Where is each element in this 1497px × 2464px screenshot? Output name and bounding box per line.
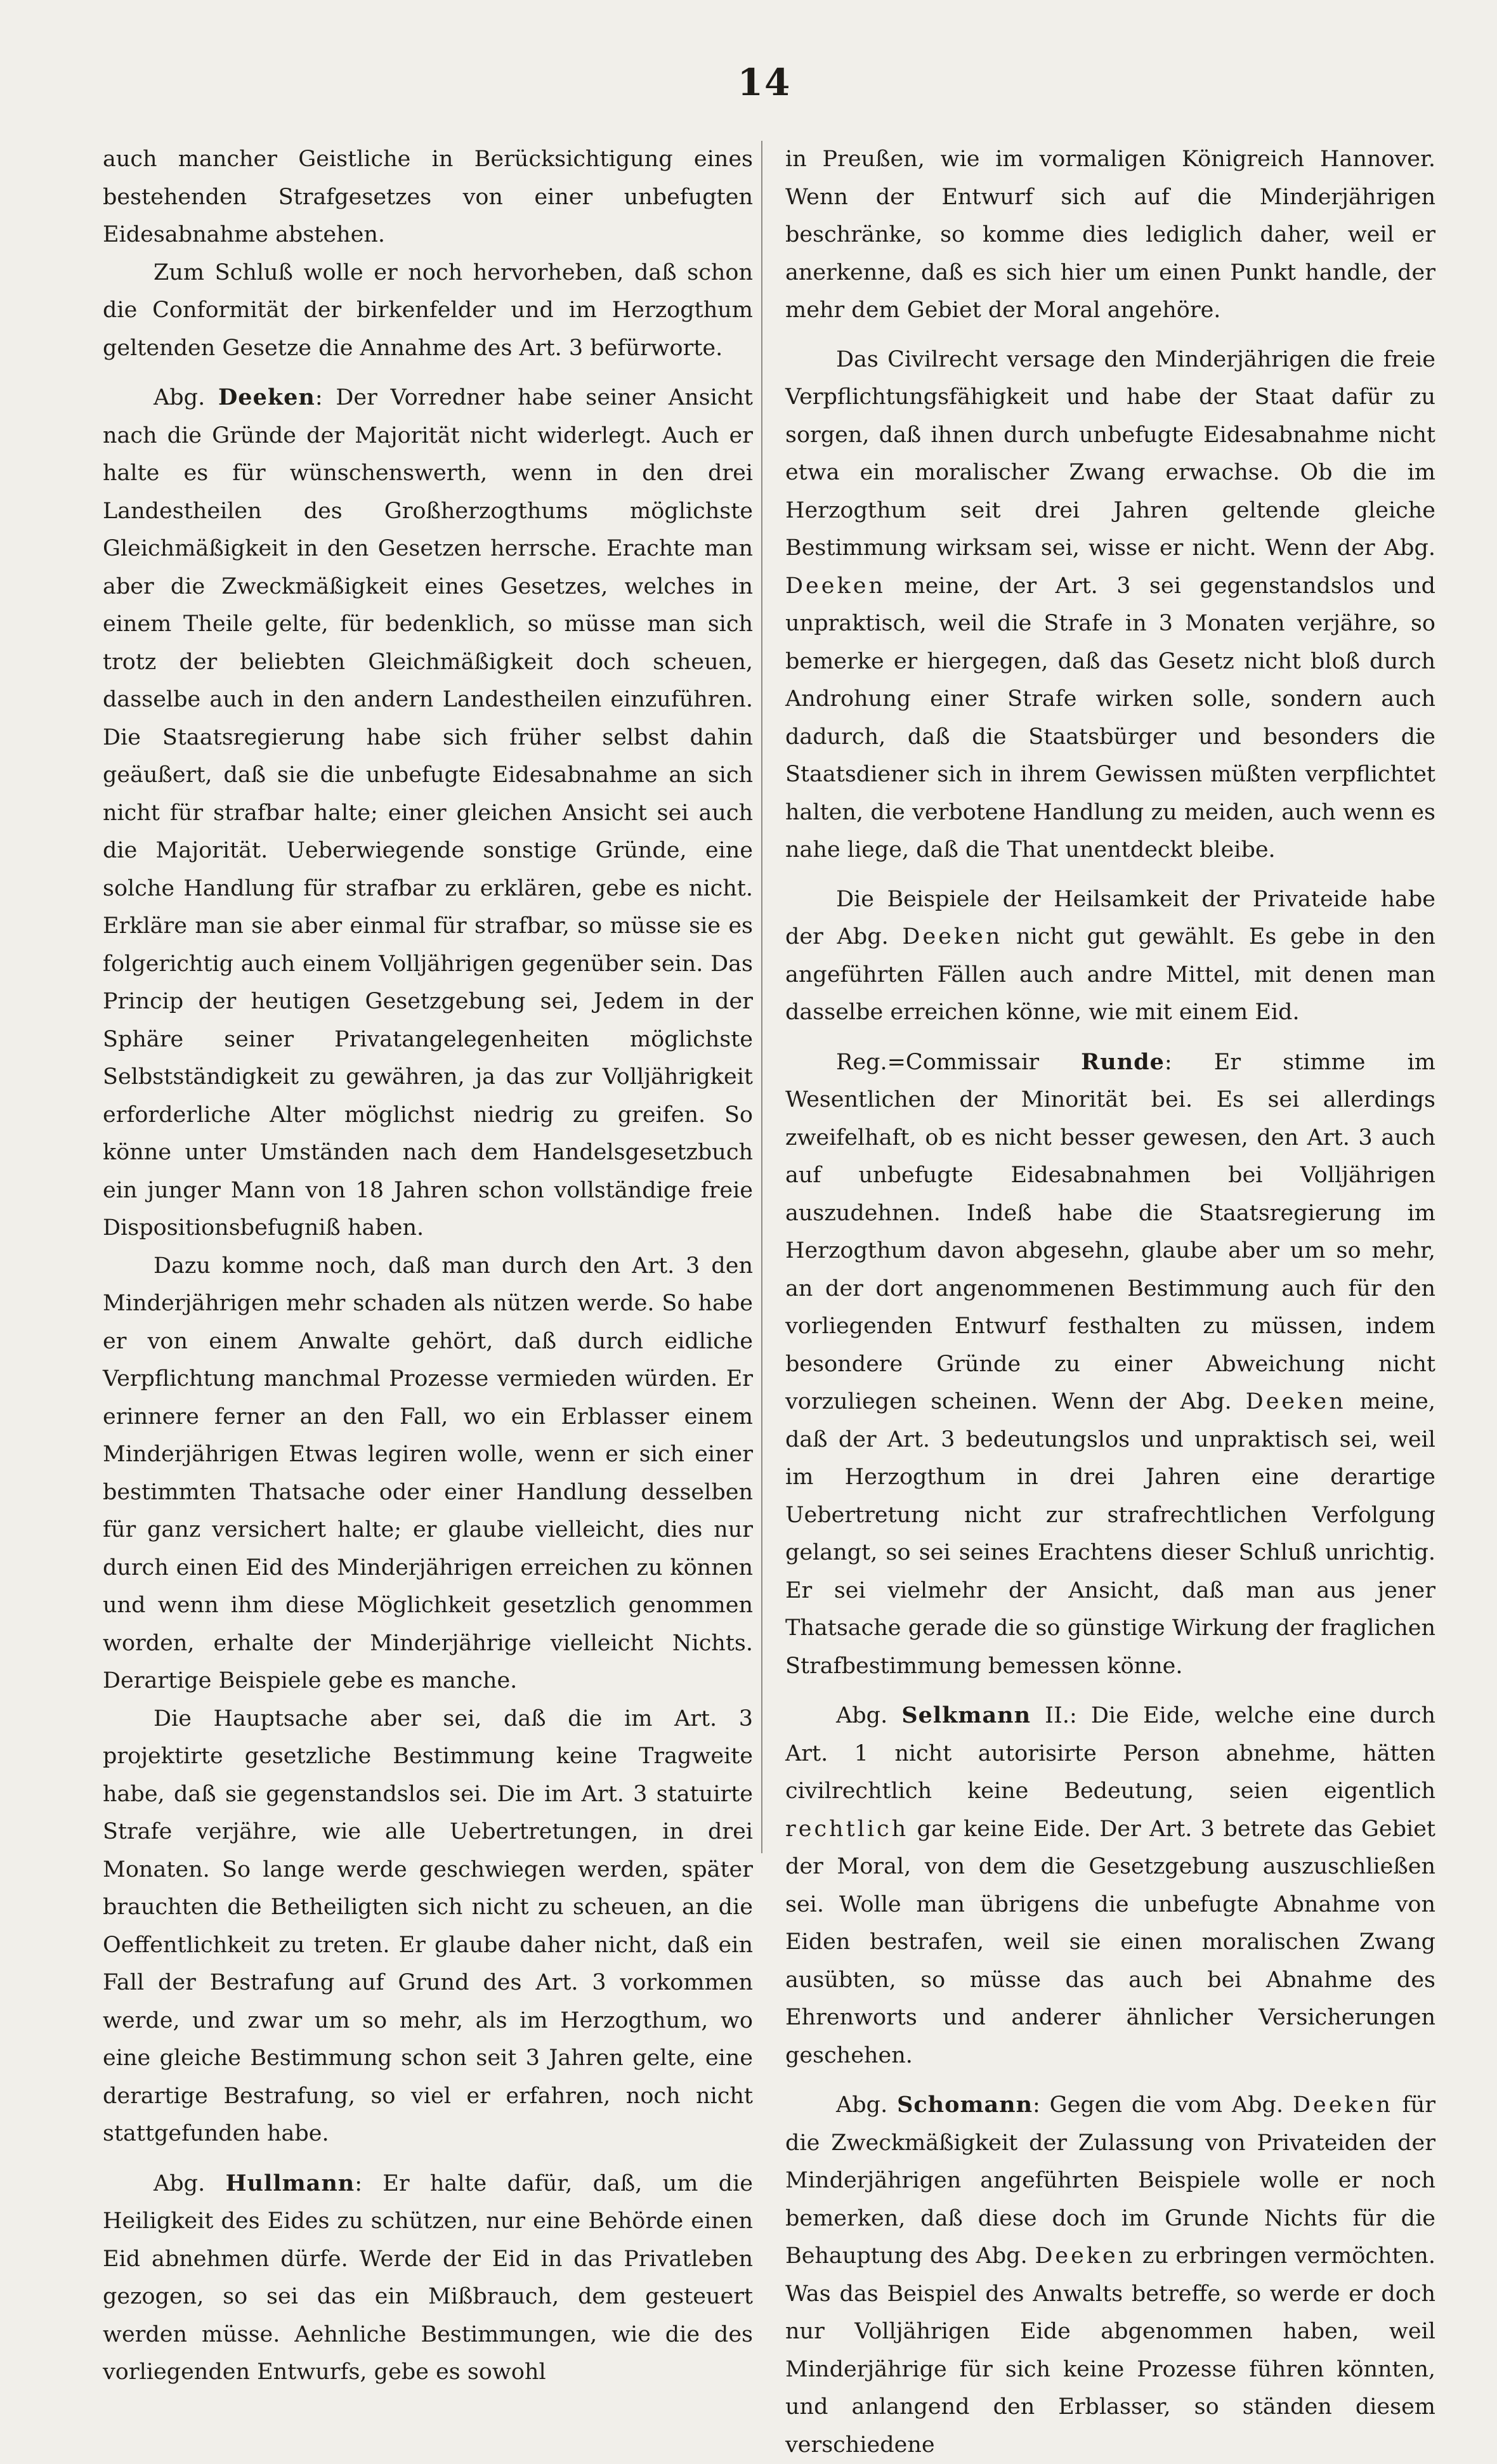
left-column	[103, 141, 753, 2392]
speaker-suffix: II.	[1045, 1703, 1069, 1728]
speech-paragraph	[103, 379, 753, 1248]
speaker-prefix: Reg.=Commissair	[836, 1049, 1040, 1075]
speaker-prefix: Abg.	[154, 385, 206, 410]
speaker-name: Schomann	[897, 2092, 1033, 2118]
right-column	[785, 141, 1435, 2464]
speech-paragraph	[785, 1697, 1435, 2075]
speaker-prefix: Abg.	[836, 1703, 888, 1728]
text-run: : Gegen die vom Abg.	[1033, 2092, 1284, 2118]
speaker-reference: Deeken	[1292, 2092, 1393, 2118]
speech-paragraph	[785, 1043, 1435, 1686]
paragraph	[785, 881, 1435, 1032]
text-run: meine, daß der Art. 3 bedeutungslos und unpraktisch sei, weil im Herzogthum in drei Jahren eine derartige Uebertretung nicht zur strafrechtlichen Verfolgung gelangt, so sei seines Erachtens dieser Schluß unrichtig. Er sei vielmehr der Ansicht, daß man aus jener Thatsache gerade die so günstige Wirkung der fraglichen Strafbestimmung bemessen könne.	[785, 1389, 1435, 1679]
text-run: nicht gut gewählt. Es gebe in den angeführten Fällen auch andre Mittel, mit denen man dasselbe erreichen könne, wie mit einem Eid.	[785, 924, 1435, 1025]
speech-paragraph	[103, 2165, 753, 2392]
paragraph	[785, 341, 1435, 870]
paragraph: Dazu komme noch, daß man durch den Art. 3 den Minderjährigen mehr schaden als nützen werde. So habe er von einem Anwalte gehört, daß durch eidliche Verpflichtung manchmal Prozesse vermieden würden. Er erinnere ferner an den Fall, wo ein Erblasser einem Minderjährigen Etwas legiren wolle, wenn er sich einer bestimmten Thatsache oder einer Handlung desselben für ganz versichert halte; er glaube vielleicht, dies nur durch einen Eid des Minderjährigen erreichen zu können und wenn ihm diese Möglichkeit gesetzlich genommen worden, erhalte der Minderjährige vielleicht Nichts. Derartige Beispiele gebe es manche.	[103, 1253, 753, 1693]
speaker-prefix: Abg.	[836, 2092, 888, 2118]
speech-text: : Er halte dafür, daß, um die Heiligkeit des Eides zu schützen, nur eine Behörde einen Eid abnehmen dürfe. Werde der Eid in das Privatleben gezogen, so sei das ein Mißbrauch, dem gesteuert werden müsse. Aehnliche Bestimmungen, wie die des vorliegenden Entwurfs, gebe es sowohl	[103, 2170, 753, 2385]
paragraph: Die Hauptsache aber sei, daß die im Art. 3 projektirte gesetzliche Bestimmung keine Tragweite habe, daß sie gegenstandslos sei. Die im Art. 3 statuirte Strafe verjähre, wie alle Uebertretungen, in drei Monaten. So lange werde geschwiegen werden, später brauchten die Betheiligten sich nicht zu scheuen, an die Oeffentlichkeit zu treten. Er glaube daher nicht, daß ein Fall der Bestrafung auf Grund des Art. 3 vorkommen werde, und zwar um so mehr, als im Herzogthum, wo eine gleiche Bestimmung schon seit 3 Jahren gelte, eine derartige Bestrafung, so viel er erfahren, noch nicht stattgefunden habe.	[103, 1705, 753, 2146]
text-run: : Die Eide, welche eine durch Art. 1 nicht autorisirte Person abnehme, hätten civilrechtlich keine Bedeutung, seien eigentlich	[785, 1703, 1435, 1804]
speaker-name: Selkmann	[901, 1702, 1031, 1728]
text-run: meine, der Art. 3 sei gegenstandslos und unpraktisch, weil die Strafe in 3 Monaten verjähre, so bemerke er hiergegen, daß das Gesetz nicht bloß durch Androhung einer Strafe wirken solle, sondern auch dadurch, daß die Staatsbürger und besonders die Staatsdiener sich in ihrem Gewissen müßten verpflichtet halten, die verbotene Handlung zu meiden, auch wenn es nahe liege, daß die That unentdeckt bleibe.	[785, 573, 1435, 863]
text-run: Die Beispiele der Heilsamkeit der Privateide habe der Abg.	[785, 886, 1435, 949]
speaker-name: Deeken	[218, 384, 315, 410]
emphasis: rechtlich	[785, 1816, 909, 1842]
speaker-reference: Deeken	[785, 573, 886, 599]
text-run: zu erbringen vermöchten. Was das Beispiel des Anwalts betreffe, so werde er doch nur Volljährigen Eide abgenommen haben, weil Minderjährige für sich keine Prozesse führen könnten, und anlangend den Erblasser, so ständen diesem verschiedene	[785, 2243, 1435, 2458]
paragraph: auch mancher Geistliche in Berücksichtigung eines bestehenden Strafgesetzes von einer unbefugten Eidesabnahme abstehen.	[103, 147, 753, 247]
paragraph: Zum Schluß wolle er noch hervorheben, daß schon die Conformität der birkenfelder und im Herzogthum geltenden Gesetze die Annahme des Art. 3 befürworte.	[103, 259, 753, 361]
text-run: : Er stimme im Wesentlichen der Minorität bei. Es sei allerdings zweifelhaft, ob es nicht besser gewesen, den Art. 3 auch auf unbefugte Eidesabnahmen bei Volljährigen auszudehnen. Indeß habe die Staatsregierung im Herzogthum davon abgesehn, glaube aber um so mehr, an der dort angenommenen Bestimmung auch für den vorliegenden Entwurf festhalten zu müssen, indem besondere Gründe zu einer Abweichung nicht vorzuliegen scheinen. Wenn der Abg.	[785, 1049, 1435, 1414]
speaker-name: Hullmann	[225, 2170, 355, 2196]
paragraph: in Preußen, wie im vormaligen Königreich Hannover. Wenn der Entwurf sich auf die Minderjährigen beschränke, so komme dies lediglich daher, weil er anerkenne, daß es sich hier um einen Punkt handle, der mehr dem Gebiet der Moral angehöre.	[785, 147, 1435, 323]
speaker-reference: Deeken	[1245, 1389, 1346, 1414]
page-number: 14	[737, 61, 792, 104]
speaker-reference: Deeken	[1035, 2243, 1135, 2269]
speech-paragraph	[785, 2086, 1435, 2464]
speaker-reference: Deeken	[902, 924, 1003, 949]
text-run: für die Zweckmäßigkeit der Zulassung von Privateiden der Minderjährigen angeführten Beispiele wolle er noch bemerken, daß diese doch im Grunde Nichts für die Behauptung des Abg.	[785, 2092, 1435, 2269]
text-run: gar keine Eide. Der Art. 3 betrete das Gebiet der Moral, von dem die Gesetzgebung auszuschließen sei. Wolle man übrigens die unbefugte Abnahme von Eiden bestrafen, weil sie einen moralischen Zwang ausübten, so müsse das auch bei Abnahme des Ehrenworts und anderer ähnlicher Versicherungen geschehen.	[785, 1816, 1435, 2068]
text-run: Das Civilrecht versage den Minderjährigen die freie Verpflichtungsfähigkeit und habe der Staat dafür zu sorgen, daß ihnen durch unbefugte Eidesabnahme nicht etwa ein moralischer Zwang erwachse. Ob die im Herzogthum seit drei Jahren geltende gleiche Bestimmung wirksam sei, wisse er nicht. Wenn der Abg.	[785, 346, 1435, 561]
speech-text: : Der Vorredner habe seiner Ansicht nach die Gründe der Majorität nicht widerlegt. Auch er halte es für wünschenswerth, wenn in den drei Landestheilen des Großherzogthums möglichste Gleichmäßigkeit in den Gesetzen herrsche. Erachte man aber die Zweckmäßigkeit eines Gesetzes, welches in einem Theile gelte, für bedenklich, so müsse man sich trotz der beliebten Gleichmäßigkeit doch scheuen, dasselbe auch in den andern Landestheilen einzuführen. Die Staatsregierung habe sich früher selbst dahin geäußert, daß sie die unbefugte Eidesabnahme an sich nicht für strafbar halte; einer gleichen Ansicht sei auch die Majorität. Ueberwiegende sonstige Gründe, eine solche Handlung für strafbar zu erklären, gebe es nicht. Erkläre man sie aber einmal für strafbar, so müsse sie es folgerichtig auch einem Volljährigen gegenüber sein. Das Princip der heutigen Gesetzgebung sei, Jedem in der Sphäre seiner Privatangelegenheiten möglichste Selbstständigkeit zu gewähren, ja das zur Volljährigkeit erforderliche Alter möglichst niedrig zu greifen. So könne unter Umständen nach dem Handelsgesetzbuch ein junger Mann von 18 Jahren schon vollständige freie Dispositionsbefugniß haben.	[103, 385, 753, 1241]
column-divider	[761, 141, 762, 1853]
speaker-prefix: Abg.	[154, 2170, 206, 2196]
speaker-name: Runde	[1081, 1048, 1165, 1075]
